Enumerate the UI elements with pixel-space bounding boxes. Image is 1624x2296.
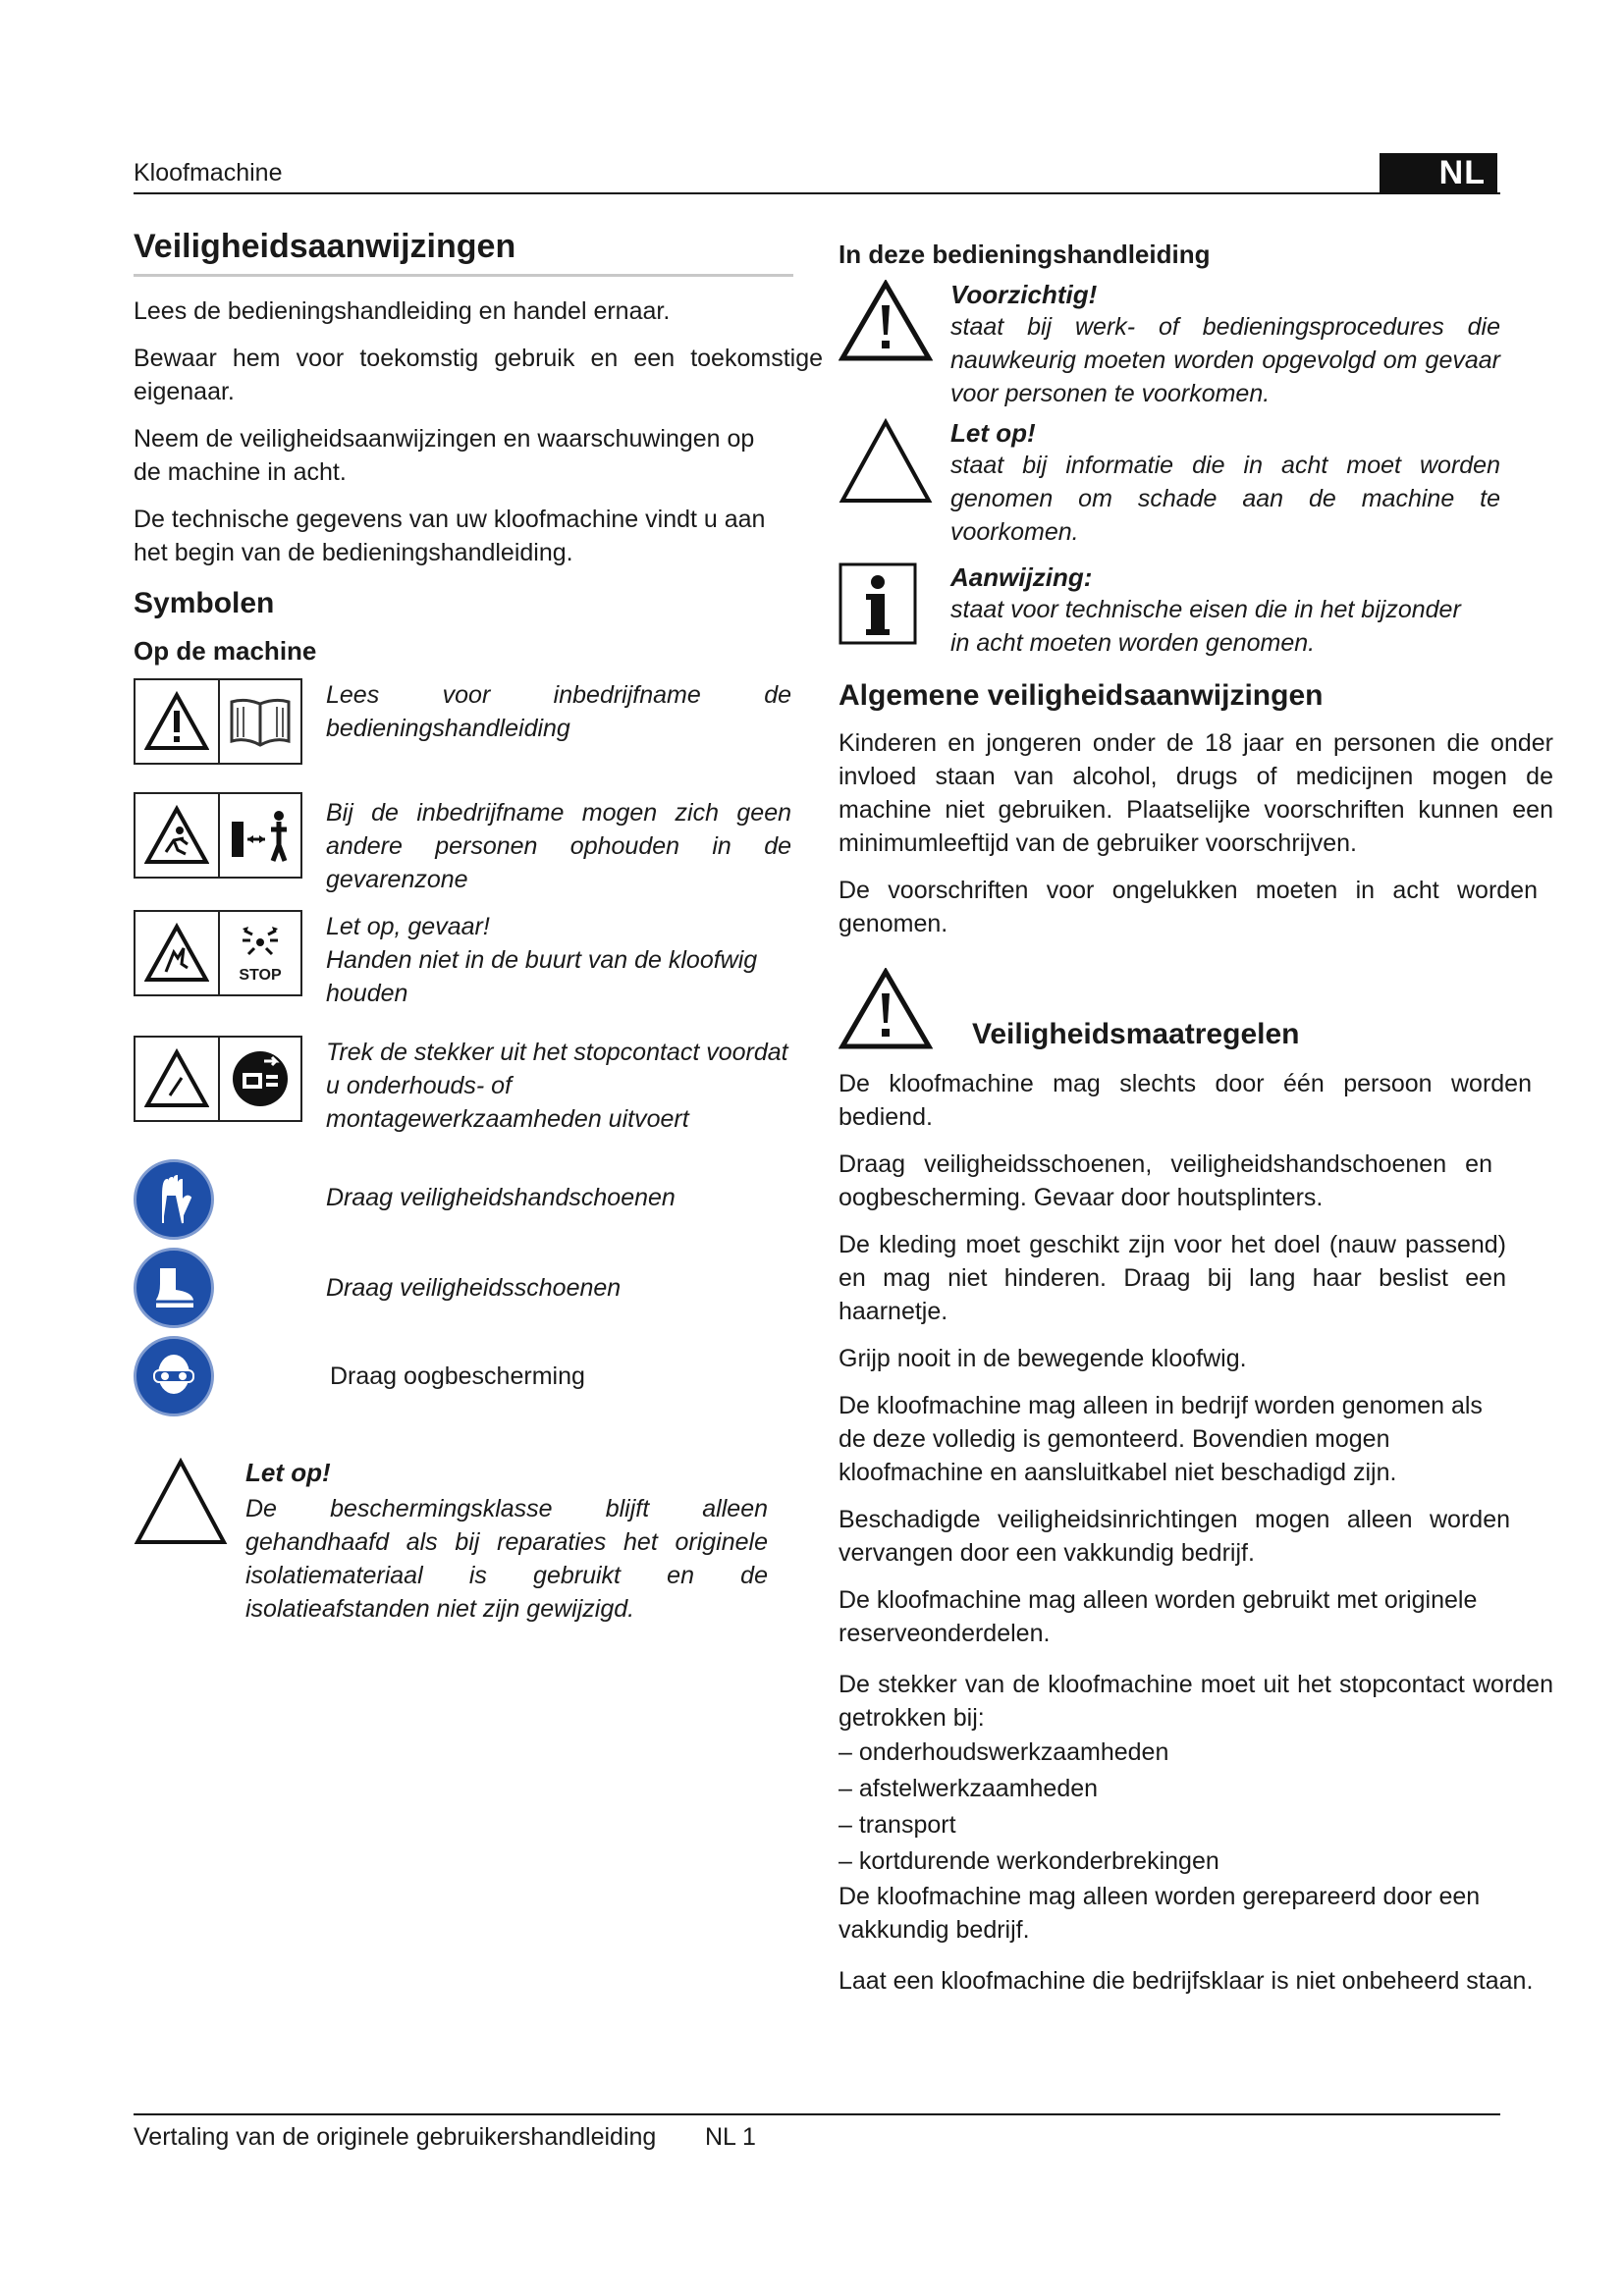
symbol-unplug bbox=[134, 1036, 302, 1122]
note-caution bbox=[839, 280, 1553, 410]
intro-paragraph: Lees de bedieningshandleiding en handel ernaar. bbox=[134, 297, 671, 325]
note-title: Aanwijzing: bbox=[950, 562, 1093, 592]
page-number: NL 1 bbox=[705, 2123, 756, 2151]
measure-paragraph: Draag veiligheidsschoenen, veiligheidshandschoenen en oogbescherming. Gevaar door houtsplinters. bbox=[839, 1150, 1492, 1211]
measure-paragraph: Grijp nooit in de bewegende kloofwig. bbox=[839, 1345, 1247, 1372]
note-text: staat bij werk- of bedieningsprocedures die nauwkeurig moeten worden opgevolgd om gevaar voor personen te voorkomen. bbox=[950, 313, 1500, 407]
symbol-read-manual bbox=[134, 678, 302, 765]
ppe-row bbox=[134, 1159, 821, 1240]
left-column bbox=[134, 228, 821, 1626]
symbol-row bbox=[134, 792, 821, 896]
symbol-description: Bij de inbedrijfname mogen zich geen andere personen ophouden in de gevarenzone bbox=[326, 799, 791, 893]
unattended-paragraph: Laat een kloofmachine die bedrijfsklaar is niet onbeheerd staan. bbox=[839, 1967, 1534, 1995]
measures-warning-icon bbox=[839, 968, 933, 1055]
person-distance-icon bbox=[218, 794, 300, 877]
measure-paragraph: Beschadigde veiligheidsinrichtingen mogen alleen worden vervangen door een vakkundig bedrijf. bbox=[839, 1506, 1510, 1567]
measure-paragraph: De kloofmachine mag slechts door één persoon worden bediend. bbox=[839, 1070, 1532, 1131]
footer-text: Vertaling van de originele gebruikershandleiding bbox=[134, 2123, 657, 2151]
note-title: Let op! bbox=[950, 418, 1036, 448]
footer-rule bbox=[134, 2113, 1500, 2115]
warning-triangle-icon bbox=[135, 680, 218, 763]
symbol-row bbox=[134, 678, 821, 765]
measure-paragraph: De kloofmachine mag alleen in bedrijf worden genomen als de deze volledig is gemonteerd. Bovendien mogen kloofmachine en aansluitkabel niet beschadigd zijn. bbox=[839, 1392, 1483, 1486]
stop-rotation-icon bbox=[218, 912, 300, 994]
symbol-description: Let op, gevaar! Handen niet in de buurt van de kloofwig houden bbox=[326, 913, 758, 1007]
machine-symbols-heading: Op de machine bbox=[134, 636, 317, 666]
section-title: Veiligheidsaanwijzingen bbox=[134, 228, 793, 277]
exclamation-warning-icon bbox=[839, 280, 937, 410]
measures-heading-row bbox=[839, 968, 1553, 1055]
attention-triangle-icon bbox=[839, 418, 937, 549]
symbol-row bbox=[134, 910, 821, 1010]
list-item: – transport bbox=[839, 1807, 1553, 1843]
note-text: staat bij informatie die in acht moet worden genomen om schade aan de machine te voorkomen. bbox=[950, 452, 1500, 546]
symbol-row bbox=[134, 1036, 821, 1136]
repair-paragraph: De kloofmachine mag alleen worden gerepareerd door een vakkundig bedrijf. bbox=[839, 1883, 1481, 1944]
symbols-heading: Symbolen bbox=[134, 587, 275, 619]
ppe-row bbox=[134, 1248, 821, 1328]
list-item: – afstelwerkzaamheden bbox=[839, 1771, 1553, 1807]
safety-boots-icon bbox=[134, 1248, 214, 1328]
symbol-keep-distance bbox=[134, 792, 302, 879]
ppe-description: Draag veiligheidsschoenen bbox=[326, 1274, 622, 1302]
falling-person-warning-icon bbox=[135, 794, 218, 877]
unplug-icon bbox=[218, 1038, 300, 1120]
book-icon bbox=[218, 680, 300, 763]
manual-heading: In deze bedieningshandleiding bbox=[839, 240, 1211, 269]
caution-text: De beschermingsklasse blijft alleen gehandhaafd als bij reparaties het originele isolatiemateriaal is gebruikt en de isolatieafstanden niet zijn gewijzigd. bbox=[245, 1495, 768, 1623]
general-heading: Algemene veiligheidsaanwijzingen bbox=[839, 679, 1324, 712]
caution-title: Let op! bbox=[245, 1458, 331, 1487]
intro-paragraph: De technische gegevens van uw kloofmachine vindt u aan het begin van de bedieningshandleiding. bbox=[134, 506, 766, 566]
stop-label: STOP bbox=[239, 967, 282, 984]
list-item: – onderhoudswerkzaamheden bbox=[839, 1735, 1553, 1771]
note-text: staat voor technische eisen die in het bijzonder in acht moeten worden genomen. bbox=[950, 596, 1461, 657]
hand-injury-warning-icon bbox=[135, 912, 218, 994]
ppe-description: Draag oogbescherming bbox=[330, 1362, 585, 1390]
symbol-description: Lees voor inbedrijfname de bedieningshandleiding bbox=[326, 681, 791, 742]
plug-list bbox=[839, 1735, 1553, 1880]
general-paragraph: Kinderen en jongeren onder de 18 jaar en personen die onder invloed staan van alcohol, drugs of medicijnen mogen de machine niet gebruiken. Plaatselijke voorschriften kunnen een minimumleeftijd van de gebruiker voorschrijven. bbox=[839, 729, 1553, 857]
eye-protection-icon bbox=[134, 1336, 214, 1416]
right-column bbox=[839, 240, 1553, 1998]
document-header-title: Kloofmachine bbox=[134, 159, 283, 187]
symbol-hands-away bbox=[134, 910, 302, 996]
info-icon bbox=[839, 562, 937, 660]
general-paragraph: De voorschriften voor ongelukken moeten in acht worden genomen. bbox=[839, 877, 1538, 937]
header-rule bbox=[134, 192, 1500, 194]
measures-heading: Veiligheidsmaatregelen bbox=[972, 1018, 1300, 1050]
ppe-description: Draag veiligheidshandschoenen bbox=[326, 1184, 676, 1211]
intro-paragraph: Bewaar hem voor toekomstig gebruik en een toekomstige eigenaar. bbox=[134, 345, 823, 405]
note-hint bbox=[839, 562, 1553, 660]
ppe-row bbox=[134, 1336, 821, 1416]
note-title: Voorzichtig! bbox=[950, 280, 1098, 309]
electric-warning-icon bbox=[135, 1038, 218, 1120]
measure-paragraph: De kleding moet geschikt zijn voor het doel (nauw passend) en mag niet hinderen. Draag bij lang haar beslist een haarnetje. bbox=[839, 1231, 1506, 1325]
note-attention bbox=[839, 418, 1553, 549]
caution-note bbox=[134, 1458, 821, 1626]
intro-paragraph: Neem de veiligheidsaanwijzingen en waarschuwingen op de machine in acht. bbox=[134, 425, 755, 486]
plug-intro: De stekker van de kloofmachine moet uit het stopcontact worden getrokken bij: bbox=[839, 1671, 1553, 1732]
list-item: – kortdurende werkonderbrekingen bbox=[839, 1843, 1553, 1880]
caution-triangle-icon bbox=[134, 1458, 232, 1626]
symbol-description: Trek de stekker uit het stopcontact voordat u onderhouds- of montagewerkzaamheden uitvoert bbox=[326, 1039, 788, 1133]
gloves-icon bbox=[134, 1159, 214, 1240]
language-badge: NL bbox=[1380, 153, 1497, 192]
measure-paragraph: De kloofmachine mag alleen worden gebruikt met originele reserveonderdelen. bbox=[839, 1586, 1478, 1647]
